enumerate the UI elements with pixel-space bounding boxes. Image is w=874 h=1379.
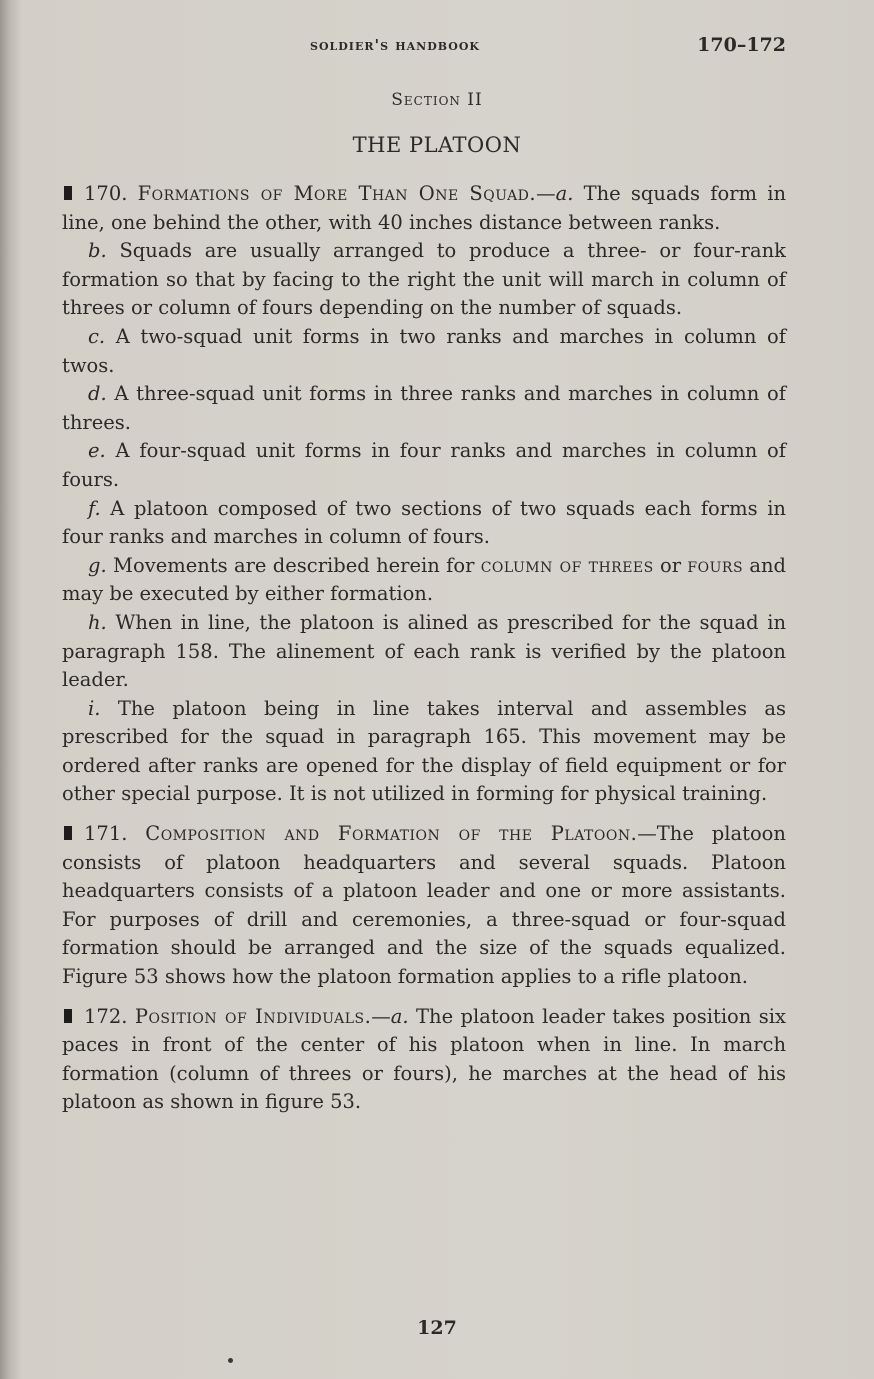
paragraph-marker-icon <box>64 186 72 200</box>
paragraph-number: 171. <box>84 822 128 846</box>
item-text: or <box>653 553 688 577</box>
item-i <box>62 695 786 809</box>
item-f <box>62 495 786 552</box>
item-text: A platoon composed of two sections of two squads each forms in four ranks and marches in column of fours. <box>62 496 786 549</box>
paragraph-heading: Composition and Formation of the Platoon. <box>145 822 638 846</box>
item-e <box>62 437 786 494</box>
paragraph-number: 172. <box>84 1004 128 1028</box>
item-text: The platoon being in line takes interval and assembles as prescribed for the squad in paragraph 165. This movement may be ordered after ranks are opened for the display of field equipment or for other special purpose. It is not utilized in forming for physical training. <box>62 696 786 806</box>
item-letter: a. <box>390 1004 409 1028</box>
paragraph-text: —The platoon consists of platoon headquarters and several squads. Platoon headquarters consists of a platoon leader and one or more assistants. For purposes of drill and ceremonies, a three-squad or four-squad formation should be arranged and the size of the squads equalized. Figure 53 shows how the platoon formation applies to a rifle platoon. <box>62 822 786 989</box>
command-text: fours <box>687 553 744 577</box>
item-letter: c. <box>88 324 106 348</box>
item-letter: b. <box>88 239 107 263</box>
running-header <box>0 34 874 60</box>
item-d <box>62 380 786 437</box>
page-number: 127 <box>417 1317 457 1339</box>
item-text: A two-squad unit forms in two ranks and marches in column of twos. <box>62 324 786 377</box>
item-letter: g. <box>88 553 107 577</box>
heading-dash: — <box>371 1004 391 1028</box>
paragraph-range: 170–172 <box>697 34 786 56</box>
item-letter: h. <box>88 610 107 634</box>
section-title: THE PLATOON <box>352 133 522 157</box>
item-letter: d. <box>88 382 107 406</box>
paragraph-heading: Formations of More Than One Squad. <box>137 182 537 205</box>
item-letter: e. <box>88 439 106 463</box>
paragraph-171 <box>62 820 786 992</box>
item-text: The platoon leader takes position six paces in front of the center of his platoon when in line. In march formation (column of threes or fours), he marches at the head of his platoon as shown in figure 53. <box>62 1004 786 1114</box>
paragraph-172 <box>62 1003 786 1117</box>
print-speck <box>228 1358 233 1363</box>
page-body <box>62 180 786 1117</box>
item-c <box>62 323 786 380</box>
item-b <box>62 237 786 323</box>
heading-dash: — <box>536 182 556 205</box>
section-label: Section II <box>391 90 483 110</box>
item-text: When in line, the platoon is alined as prescribed for the squad in paragraph 158. The alinement of each rank is verified by the platoon leader. <box>62 610 786 692</box>
item-h <box>62 609 786 695</box>
item-text: Squads are usually arranged to produce a three- or four-rank formation so that by facing to the right the unit will march in column of threes or column of fours depending on the number of squads. <box>62 239 786 320</box>
paragraph-heading: Position of Individuals. <box>134 1004 372 1028</box>
paragraph-marker-icon <box>64 826 72 840</box>
item-letter: a. <box>555 182 574 205</box>
item-text: A three-squad unit forms in three ranks and marches in column of threes. <box>62 382 786 434</box>
command-text: column of threes <box>480 553 654 577</box>
item-g <box>62 552 786 609</box>
item-letter: i. <box>88 696 101 720</box>
paragraph-number: 170. <box>84 182 128 205</box>
item-text: The squads form in line, one behind the other, with 40 inches distance between ranks. <box>62 182 786 234</box>
item-text: and may be executed by either formation. <box>62 553 786 606</box>
paragraph-170 <box>62 180 786 237</box>
item-letter: f. <box>88 496 101 520</box>
running-title: soldier's handbook <box>310 36 480 54</box>
item-text: Movements are described herein for <box>106 553 481 577</box>
item-text: A four-squad unit forms in four ranks and marches in column of fours. <box>62 439 786 491</box>
paragraph-marker-icon <box>64 1009 72 1023</box>
